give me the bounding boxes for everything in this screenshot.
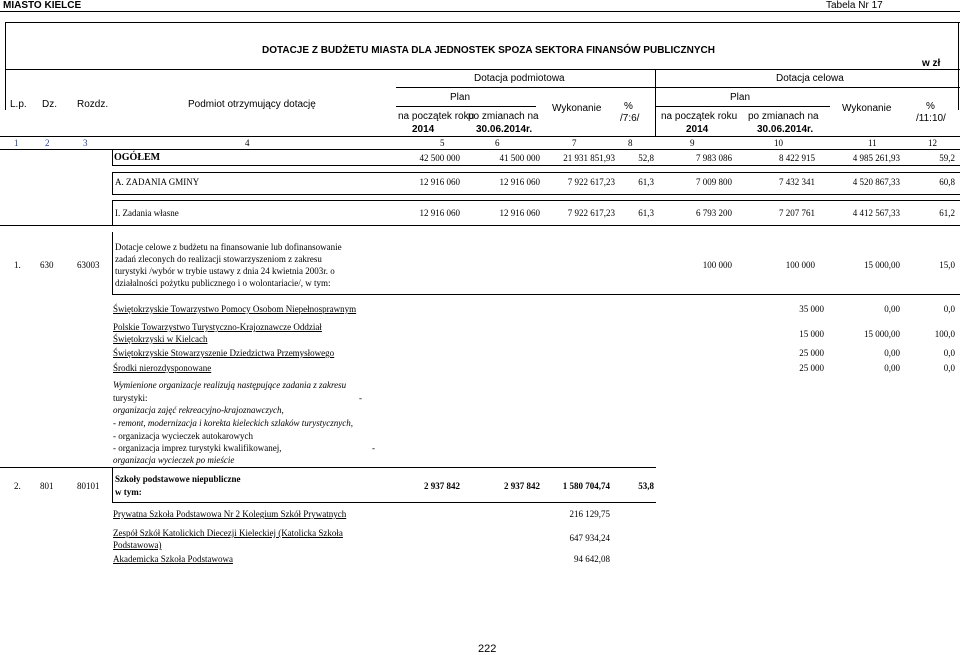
colnum-4: 4 (245, 138, 250, 148)
group-podmiotowa: Dotacja podmiotowa (474, 73, 565, 84)
col-plan-change2-date: 30.06.2014r. (757, 124, 814, 135)
colnum-5: 5 (440, 138, 445, 148)
plan1-divider (396, 106, 536, 107)
note-dash1: - (359, 393, 362, 403)
row-ogolem-v12: 59,2 (939, 153, 955, 163)
row-gminy-v5: 12 916 060 (419, 177, 460, 187)
row-gminy-v8: 61,3 (638, 177, 654, 187)
s3-v12: 0,0 (943, 348, 955, 358)
col-pct2: % (926, 101, 935, 112)
t3-v7: 94 642,08 (574, 554, 610, 564)
gminy-bottom-line (112, 194, 960, 195)
col-podmiot: Podmiot otrzymujący dotację (188, 99, 316, 110)
colnum-1: 1 (14, 138, 19, 148)
colnum-11: 11 (868, 138, 877, 148)
col-plan-change2: po zmianach na (748, 111, 819, 122)
row-wlasne-v5: 12 916 060 (419, 208, 460, 218)
row-ogolem-label: OGÓŁEM (114, 152, 161, 163)
row-ogolem-v10: 8 422 915 (779, 153, 815, 163)
r1-dz: 630 (40, 260, 54, 270)
unit-label: w zł (922, 58, 941, 69)
r2-top-line (0, 467, 656, 468)
col-plan1: Plan (450, 92, 471, 103)
row-gminy-v12: 60,8 (939, 177, 955, 187)
colnum-2: 2 (45, 138, 50, 148)
row-ogolem-v8: 52,8 (638, 153, 654, 163)
s4-v12: 0,0 (943, 363, 955, 373)
r1-v11: 15 000,00 (864, 260, 900, 270)
t2-v7: 647 934,24 (569, 533, 610, 543)
col-rozdz: Rozdz. (77, 99, 109, 110)
r1-v9: 100 000 (702, 260, 732, 270)
note-line5: - organizacja wycieczek autokarowych (113, 431, 254, 441)
ogolem-vline (112, 150, 113, 165)
r2-lp: 2. (14, 481, 21, 491)
col-plan-change1-date: 30.06.2014r. (476, 124, 533, 135)
note-line3: organizacja zajęć rekreacyjno-krajoznawczych, (113, 405, 284, 415)
r1-line1: Dotacje celowe z budżetu na finansowanie lub dofinansowanie (115, 242, 342, 252)
col-plan2: Plan (730, 92, 751, 103)
col-plan-change1: po zmianach na (468, 111, 539, 122)
header-bottom-line (0, 136, 960, 137)
s3-label: Świętokrzyskie Stowarzyszenie Dziedzictwa Przemysłowego (113, 348, 335, 358)
r1-bottom-line (112, 294, 960, 295)
header-divider (0, 11, 960, 12)
s3-v11: 0,00 (884, 348, 900, 358)
r2-v6: 2 937 842 (504, 481, 540, 491)
r2-dz: 801 (40, 481, 54, 491)
note-line7: organizacja wycieczek po mieście (113, 455, 235, 465)
r2-rozdz: 80101 (77, 481, 100, 491)
frame-left (5, 22, 6, 110)
t1-label: Prywatna Szkoła Podstawowa Nr 2 Kolegium Szkół Prywatnych (113, 509, 347, 519)
row-gminy-v7: 7 922 617,23 (567, 177, 615, 187)
colnum-bottom-line (0, 149, 960, 150)
r2-line1: Szkoły podstawowe niepubliczne (115, 474, 241, 484)
col-dz: Dz. (42, 99, 57, 110)
r1-lp: 1. (14, 260, 21, 270)
col-pct2-ref: /11:10/ (916, 113, 946, 124)
row-wlasne-v7: 7 922 617,23 (567, 208, 615, 218)
s2-line1: Polskie Towarzystwo Turystyczno-Krajoznawcze Oddział (113, 322, 322, 332)
r1-rozdz: 63003 (77, 260, 100, 270)
t3-label: Akademicka Szkoła Podstawowa (113, 554, 233, 564)
row-wlasne-label: I. Zadania własne (115, 208, 179, 218)
colnum-6: 6 (495, 138, 500, 148)
page-title: DOTACJE Z BUDŻETU MIASTA DLA JEDNOSTEK SPOZA SEKTORA FINANSÓW PUBLICZNYCH (262, 45, 715, 56)
frame-right (958, 22, 959, 110)
note-line6: - organizacja imprez turystyki kwalifikowanej, (113, 443, 282, 453)
r1-vline (112, 232, 113, 294)
row-ogolem-v5: 42 500 000 (419, 153, 460, 163)
row-ogolem-v11: 4 985 261,93 (852, 153, 900, 163)
row-ogolem-v6: 41 500 000 (499, 153, 540, 163)
r1-line3: turystyki /wybór w trybie ustawy z dnia 24 kwietnia 2003r. o (115, 266, 335, 276)
r2-v8: 53,8 (638, 481, 654, 491)
col-pct1-ref: /7:6/ (620, 113, 640, 124)
s1-label: Świętokrzyskie Towarzystwo Pomocy Osobom Niepełnosprawnym (113, 304, 357, 314)
col-wyk1: Wykonanie (552, 103, 602, 114)
row-gminy-v9: 7 009 800 (696, 177, 732, 187)
row-gminy-v6: 12 916 060 (499, 177, 540, 187)
row-ogolem-v7: 21 931 851,93 (563, 153, 615, 163)
note-line1: Wymienione organizacje realizują następujące zadania z zakresu (113, 380, 347, 390)
r1-v10: 100 000 (785, 260, 815, 270)
note-line2: turystyki: (113, 393, 148, 403)
r2-vline (112, 467, 113, 502)
r2-line2: w tym: (115, 487, 142, 497)
wlasne-vline (112, 200, 113, 225)
frame-top (5, 22, 960, 23)
group-divider (396, 87, 960, 88)
colnum-10: 10 (774, 138, 783, 148)
col-wyk2: Wykonanie (842, 103, 892, 114)
note-dash2: - (372, 443, 375, 453)
row-wlasne-v6: 12 916 060 (499, 208, 540, 218)
t1-v7: 216 129,75 (569, 509, 610, 519)
col-pct1: % (624, 101, 633, 112)
col-plan-start2-year: 2014 (686, 124, 709, 135)
r2-v7: 1 580 704,74 (562, 481, 610, 491)
s4-v11: 0,00 (884, 363, 900, 373)
r2-bottom-line (112, 502, 656, 503)
s2-v12: 100,0 (934, 329, 955, 339)
colnum-7: 7 (572, 138, 577, 148)
s2-v11: 15 000,00 (864, 329, 900, 339)
s1-v11: 0,00 (884, 304, 900, 314)
row-wlasne-v9: 6 793 200 (696, 208, 732, 218)
header-right: Tabela Nr 17 (826, 0, 883, 11)
wlasne-bottom-line (0, 225, 960, 226)
colnum-8: 8 (628, 138, 633, 148)
r1-v12: 15,0 (939, 260, 955, 270)
col-plan-start1: na początek roku (398, 111, 475, 122)
colnum-9: 9 (690, 138, 695, 148)
s2-v10: 15 000 (799, 329, 824, 339)
s4-label: Środki nierozdysponowane (113, 363, 212, 373)
row-wlasne-v10: 7 207 761 (779, 208, 815, 218)
row-wlasne-v8: 61,3 (638, 208, 654, 218)
header-left: MIASTO KIELCE (3, 0, 82, 11)
col-plan-start1-year: 2014 (412, 124, 435, 135)
plan2-divider (656, 106, 830, 107)
r1-line4: działalności pożytku publicznego i o wolontariacie/, w tym: (115, 278, 331, 288)
colnum-12: 12 (928, 138, 937, 148)
wlasne-top-line (112, 200, 960, 201)
col-lp: L.p. (10, 99, 27, 110)
row-wlasne-v11: 4 412 567,33 (852, 208, 900, 218)
s1-v12: 0,0 (943, 304, 955, 314)
colnum-3: 3 (83, 138, 88, 148)
s2-line2: Świętokrzyski w Kielcach (113, 334, 208, 344)
t2-line1: Zespół Szkół Katolickich Diecezji Kieleckiej (Katolicka Szkoła (113, 528, 343, 538)
gminy-top-line (112, 172, 960, 173)
note-line4: - remont, modernizacja i korekta kieleckich szlaków turystycznych, (113, 418, 354, 428)
t2-line2: Podstawowa) (113, 540, 162, 550)
r2-v5: 2 937 842 (424, 481, 460, 491)
row-ogolem-v9: 7 983 086 (696, 153, 732, 163)
gminy-vline (112, 172, 113, 194)
ogolem-line (112, 165, 960, 166)
row-wlasne-v12: 61,2 (939, 208, 955, 218)
r1-line2: zadań zleconych do realizacji stowarzyszeniom z zakresu (115, 254, 322, 264)
group-separator (655, 69, 656, 136)
row-gminy-v11: 4 520 867,33 (852, 177, 900, 187)
row-gminy-label: A. ZADANIA GMINY (115, 177, 200, 187)
col-plan-start2: na początek roku (661, 111, 738, 122)
page-number: 222 (478, 643, 497, 655)
row-gminy-v10: 7 432 341 (779, 177, 815, 187)
s3-v10: 25 000 (799, 348, 824, 358)
title-divider (5, 69, 960, 70)
group-celowa: Dotacja celowa (776, 73, 844, 84)
s4-v10: 25 000 (799, 363, 824, 373)
s1-v10: 35 000 (799, 304, 824, 314)
